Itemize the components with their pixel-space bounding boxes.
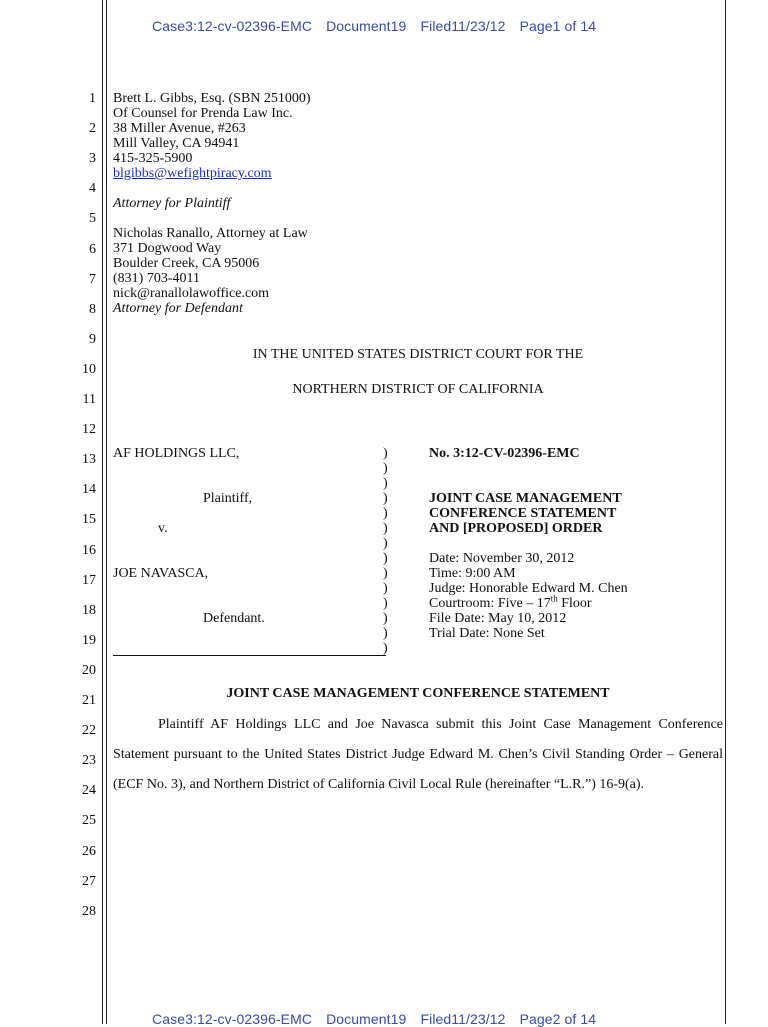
case-number: No. 3:12-CV-02396-EMC: [429, 446, 580, 461]
caption-paren: ): [383, 551, 388, 566]
line-number: 24: [82, 783, 96, 799]
plaintiff-counsel-role: Attorney for Plaintiff: [113, 196, 231, 211]
defendant-counsel-address2: Boulder Creek, CA 95006: [113, 256, 260, 271]
caption-plaintiff: AF HOLDINGS LLC,: [113, 446, 240, 461]
caption-paren: ): [383, 506, 388, 521]
line-number: 28: [82, 903, 96, 919]
court-name-line2: NORTHERN DISTRICT OF CALIFORNIA: [292, 382, 544, 397]
header-page: Page1 of 14: [519, 18, 597, 34]
caption-paren: ): [383, 521, 388, 536]
line-number: 21: [82, 693, 96, 708]
caption-paren: ): [383, 596, 388, 611]
header-document: Document19: [326, 18, 407, 34]
defendant-counsel-address1: 371 Dogwood Way: [113, 241, 222, 256]
caption-paren: ): [383, 611, 388, 626]
line-number: 7: [89, 271, 96, 287]
line-number: 27: [82, 873, 96, 889]
caption-paren: ): [383, 536, 388, 551]
caption-paren: ): [383, 566, 388, 581]
caption-paren: ): [383, 461, 388, 476]
plaintiff-counsel-email-link[interactable]: blgibbs@wefightpiracy.com: [113, 166, 272, 181]
hearing-time: Time: 9:00 AM: [429, 566, 516, 581]
line-number: 1: [89, 91, 96, 106]
line-number: 16: [82, 542, 96, 558]
header-bottom-case-number: Case3:12-cv-02396-EMC: [152, 1011, 313, 1027]
courtroom-ordinal: th: [550, 593, 558, 604]
statement-heading: JOINT CASE MANAGEMENT CONFERENCE STATEMENT: [226, 686, 610, 701]
plaintiff-counsel-phone: 415-325-5900: [113, 151, 193, 166]
defendant-counsel-phone: (831) 703-4011: [113, 271, 200, 286]
ecf-header-top: [152, 18, 606, 34]
caption-paren: ): [383, 581, 388, 596]
courtroom-floor: Floor: [557, 596, 592, 611]
ecf-header-bottom: [152, 1011, 606, 1027]
plaintiff-counsel-address1: 38 Miller Avenue, #263: [113, 121, 246, 136]
line-number: 3: [89, 151, 96, 167]
header-bottom-document: Document19: [326, 1011, 407, 1027]
line-number: 5: [89, 211, 96, 227]
caption-paren: ): [383, 446, 388, 461]
line-number: 22: [82, 723, 96, 739]
line-number: 20: [82, 662, 96, 678]
line-number: 23: [82, 753, 96, 769]
caption-paren: ): [383, 641, 388, 656]
defendant-counsel-role: Attorney for Defendant: [113, 301, 243, 316]
caption-paren: ): [383, 491, 388, 506]
document-title-line1: JOINT CASE MANAGEMENT: [429, 491, 622, 506]
right-margin-rule: [725, 0, 726, 1024]
caption-plaintiff-label: Plaintiff,: [203, 491, 253, 506]
line-number: 14: [82, 482, 96, 498]
hearing-date: Date: November 30, 2012: [429, 551, 575, 566]
line-number: 4: [89, 181, 96, 197]
line-number: 25: [82, 813, 96, 829]
header-filed: Filed11/23/12: [420, 18, 506, 34]
caption-defendant: JOE NAVASCA,: [113, 566, 209, 581]
caption-defendant-label: Defendant.: [203, 611, 265, 626]
hearing-judge: Judge: Honorable Edward M. Chen: [429, 581, 628, 596]
document-title-line3: AND [PROPOSED] ORDER: [429, 521, 603, 536]
header-bottom-filed: Filed11/23/12: [420, 1011, 506, 1027]
statement-paragraph: Plaintiff AF Holdings LLC and Joe Navasca submit this Joint Case Management Conference Statement pursuant to the United States District Judge Edward M. Chen’s Civil Standing Order – General (ECF No. 3), and Northern District of California Civil Local Rule (hereinafter “L.R.”) 16-9(a).: [113, 717, 723, 792]
trial-date: Trial Date: None Set: [429, 626, 545, 641]
line-number: 6: [89, 241, 96, 257]
line-number: 2: [89, 121, 96, 137]
court-name-line1: IN THE UNITED STATES DISTRICT COURT FOR THE: [252, 347, 584, 362]
plaintiff-counsel-name: Brett L. Gibbs, Esq. (SBN 251000): [113, 91, 311, 106]
line-number: 19: [82, 632, 96, 648]
caption-paren: ): [383, 476, 388, 491]
document-title-line2: CONFERENCE STATEMENT: [429, 506, 617, 521]
line-number: 9: [89, 331, 96, 347]
left-margin-rule-inner: [106, 0, 107, 1024]
left-margin-rule-outer: [102, 0, 103, 1024]
header-case-number: Case3:12-cv-02396-EMC: [152, 18, 313, 34]
header-bottom-page: Page2 of 14: [519, 1011, 597, 1027]
caption-versus: v.: [158, 521, 168, 536]
line-number: 18: [82, 602, 96, 618]
caption-underline: [113, 655, 386, 656]
courtroom-text: Courtroom: Five – 17: [429, 596, 551, 611]
file-date: File Date: May 10, 2012: [429, 611, 567, 626]
line-number: 15: [82, 512, 96, 528]
line-number: 10: [82, 361, 96, 377]
plaintiff-counsel-address2: Mill Valley, CA 94941: [113, 136, 240, 151]
line-number: 8: [89, 301, 96, 317]
defendant-counsel-name: Nicholas Ranallo, Attorney at Law: [113, 226, 308, 241]
caption-paren: ): [383, 626, 388, 641]
hearing-courtroom: [429, 593, 592, 611]
line-number: 12: [82, 422, 96, 438]
line-number: 26: [82, 843, 96, 859]
line-number: 13: [82, 452, 96, 468]
line-number: 17: [82, 572, 96, 588]
defendant-counsel-email: nick@ranallolawoffice.com: [113, 286, 270, 301]
line-number: 11: [82, 392, 96, 407]
plaintiff-counsel-firm: Of Counsel for Prenda Law Inc.: [113, 106, 293, 121]
